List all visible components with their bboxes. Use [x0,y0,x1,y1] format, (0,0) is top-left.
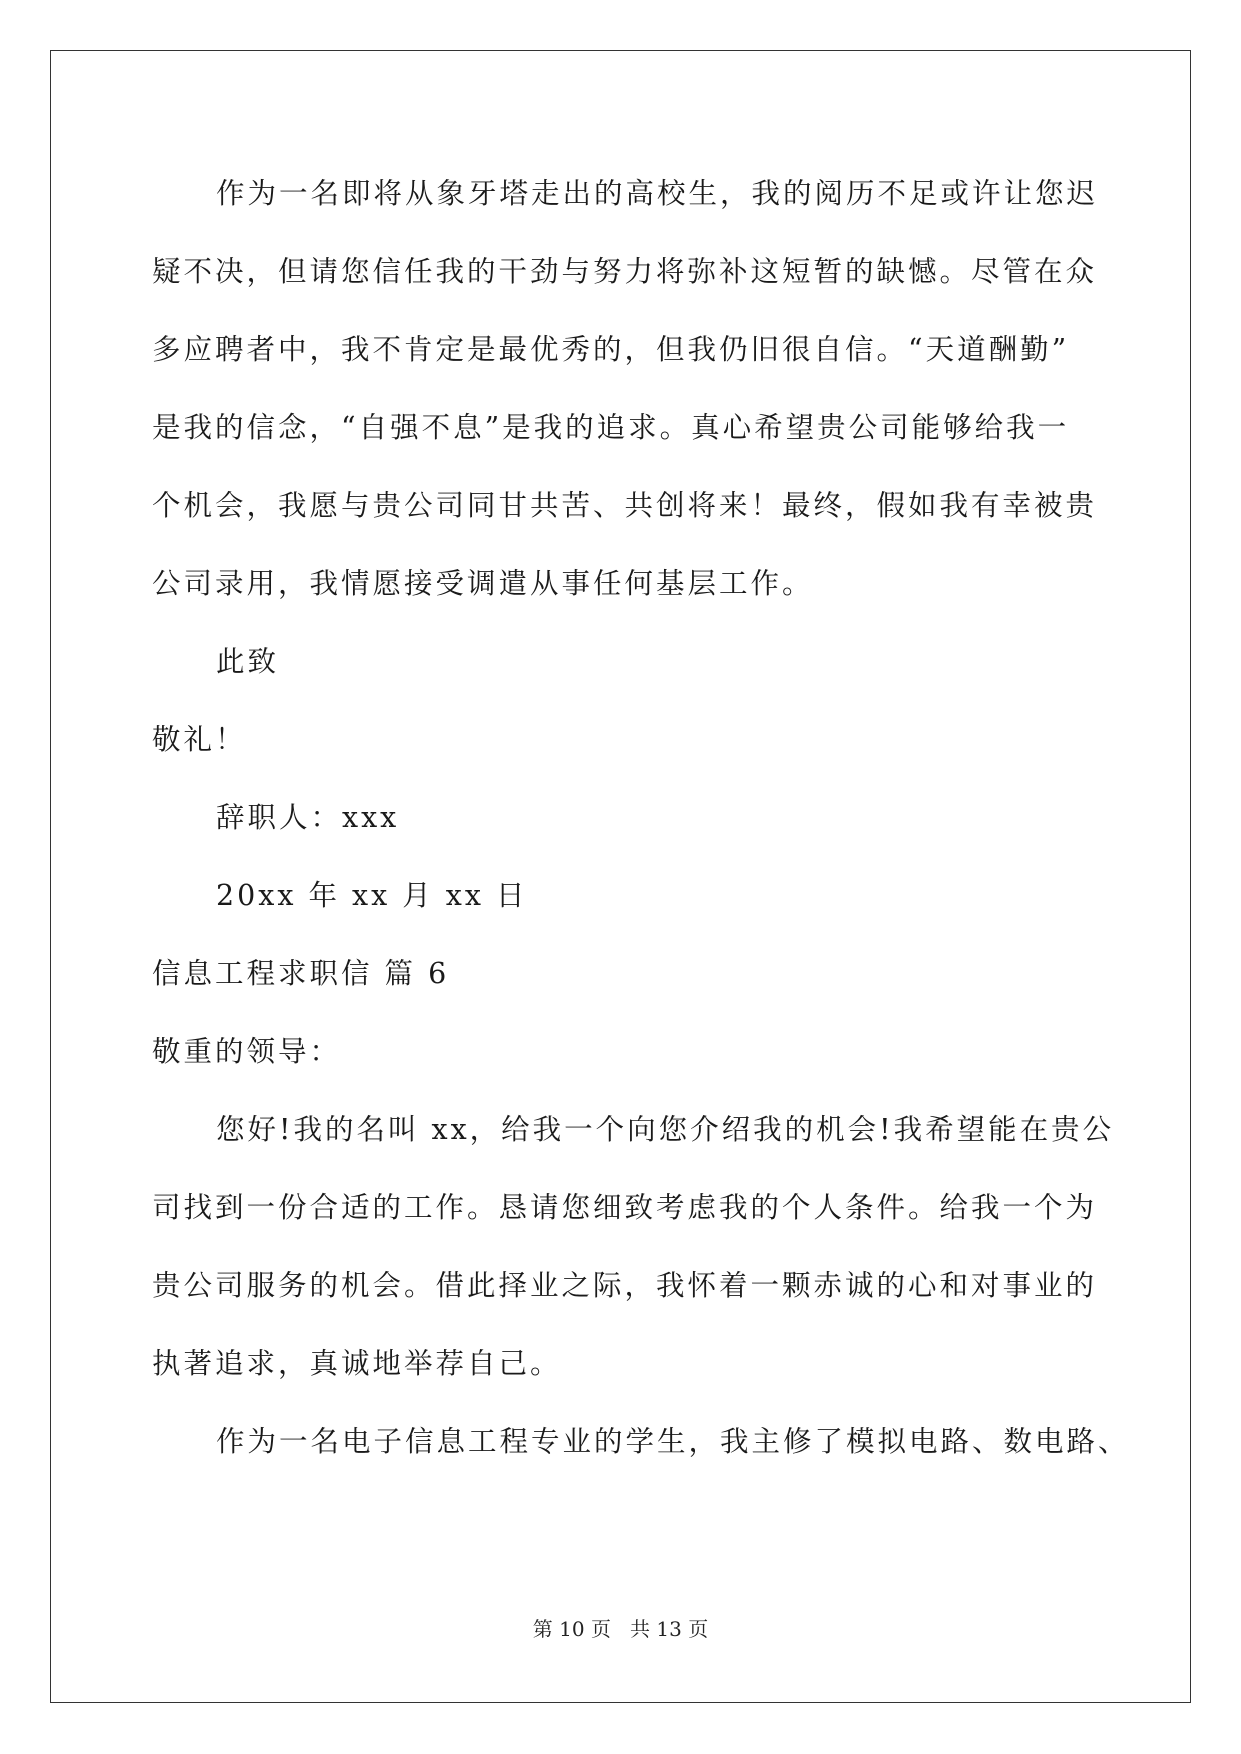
paragraph-line: 个机会，我愿与贵公司同甘共苦、共创将来！最终，假如我有幸被贵 [152,489,1098,522]
paragraph-line: 作为一名即将从象牙塔走出的高校生，我的阅历不足或许让您迟 [216,177,1099,210]
greeting-line: 敬重的领导： [152,1035,342,1068]
paragraph-line: 疑不决，但请您信任我的干劲与努力将弥补这短暂的缺憾。尽管在众 [152,255,1098,288]
closing-salutation: 此致 [216,645,280,678]
paragraph-line: 作为一名电子信息工程专业的学生，我主修了模拟电路、数电路、 [216,1425,1130,1458]
signature-line: 辞职人：xxx [216,801,400,834]
page-number-footer: 第 10 页 共 13 页 [532,1617,709,1641]
date-line: 20xx 年 xx 月 xx 日 [216,879,528,912]
paragraph-line: 贵公司服务的机会。借此择业之际，我怀着一颗赤诚的心和对事业的 [152,1269,1098,1302]
paragraph-line: 是我的信念，“自强不息”是我的追求。真心希望贵公司能够给我一 [152,411,1070,444]
paragraph-line: 执著追求，真诚地举荐自己。 [152,1347,562,1380]
section-heading: 信息工程求职信 篇 6 [152,957,450,990]
paragraph-line: 公司录用，我情愿接受调遣从事任何基层工作。 [152,567,814,600]
paragraph-line: 多应聘者中，我不肯定是最优秀的，但我仍旧很自信。“天道酬勤” [152,333,1070,366]
paragraph-line: 司找到一份合适的工作。恳请您细致考虑我的个人条件。给我一个为 [152,1191,1098,1224]
closing-regards: 敬礼！ [152,723,247,756]
paragraph-line: 您好!我的名叫 xx，给我一个向您介绍我的机会!我希望能在贵公 [216,1113,1115,1146]
document-body [152,155,1130,1481]
